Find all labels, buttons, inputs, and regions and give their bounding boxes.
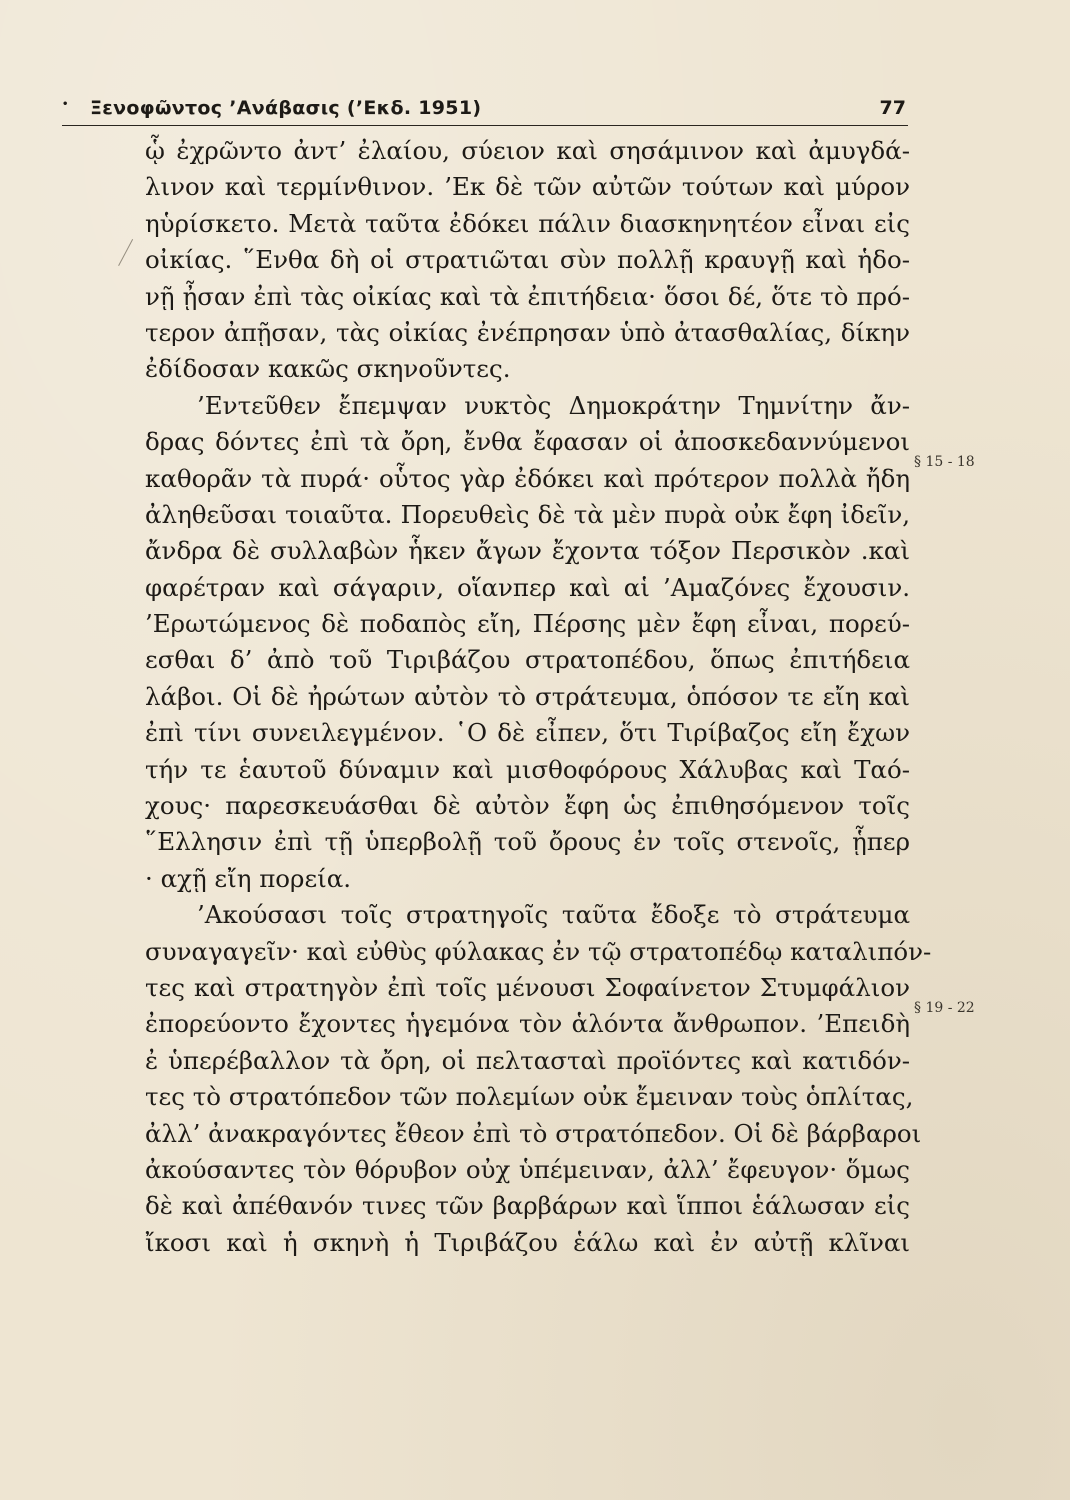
text-line: λάβοι. Οἱ δὲ ἠρώτων αὐτὸν τὸ στράτευμα, ὁπόσον τε εἴη καὶ — [145, 681, 910, 711]
page-number: 77 — [879, 97, 906, 119]
margin-section-note: § 19 - 22 — [914, 1000, 975, 1016]
body-text — [145, 133, 932, 1261]
text-line: καθορᾶν τὰ πυρά· οὗτος γὰρ ἐδόκει καὶ πρότερον πολλὰ ἤδη — [145, 463, 910, 493]
text-line: ἐ ὑπερέβαλλον τὰ ὄρη, οἱ πελτασταὶ προϊόντες καὶ κατιδόν- — [145, 1045, 910, 1075]
text-line: λινον καὶ τερμίνθινον. ’Εκ δὲ τῶν αὐτῶν τούτων καὶ μύρον — [145, 172, 910, 202]
text-line: νῇ ᾖσαν ἐπὶ τὰς οἰκίας καὶ τὰ ἐπιτήδεια· ὅσοι δέ, ὅτε τὸ πρό- — [145, 281, 910, 311]
header-bullet: • — [62, 99, 69, 110]
text-line: ’Ερωτώμενος δὲ ποδαπὸς εἴη, Πέρσης μὲν ἔφη εἶναι, πορεύ- — [145, 609, 910, 639]
text-line: ἀκούσαντες τὸν θόρυβον οὐχ ὑπέμειναν, ἀλλ’ ἔφευγον· ὅμως — [145, 1154, 910, 1184]
text-line: ηὑρίσκετο. Μετὰ ταῦτα ἐδόκει πάλιν διασκηνητέον εἶναι εἰς — [145, 208, 910, 238]
text-line: ᾧ ἐχρῶντο ἀντ’ ἐλαίου, σύειον καὶ σησάμινον καὶ ἀμυγδά- — [145, 136, 910, 165]
text-line: ἐπορεύοντο ἔχοντες ἡγεμόνα τὸν ἁλόντα ἄνθρωπον. ’Επειδὴ — [145, 1009, 910, 1039]
text-line: ἀληθεῦσαι τοιαῦτα. Πορευθεὶς δὲ τὰ μὲν πυρὰ οὐκ ἔφη ἰδεῖν, — [145, 499, 910, 529]
text-line: ἐδίδοσαν κακῶς σκηνοῦντες. — [145, 354, 511, 384]
paragraph-start-line: ’Ακούσασι τοῖς στρατηγοῖς ταῦτα ἔδοξε τὸ στράτευμα — [197, 900, 910, 930]
text-line: ἴκοσι καὶ ἡ σκηνὴ ἡ Τιριβάζου ἑάλω καὶ ἐν αὐτῇ κλῖναι — [145, 1227, 910, 1257]
text-line: εσθαι δ’ ἀπὸ τοῦ Τιριβάζου στρατοπέδου, ὅπως ἐπιτήδεια — [145, 645, 910, 675]
pencil-mark — [118, 239, 135, 267]
page-header — [62, 95, 908, 126]
text-line: ῞Ελλησιν ἐπὶ τῇ ὑπερβολῇ τοῦ ὄρους ἐν τοῖς στενοῖς, ᾗπερ — [145, 827, 910, 857]
text-line: ἐπὶ τίνι συνειλεγμένον. ῾Ο δὲ εἶπεν, ὅτι Τιρίβαζος εἴη ἔχων — [145, 718, 910, 748]
text-line: δρας δόντες ἐπὶ τὰ ὄρη, ἔνθα ἔφασαν οἱ ἀποσκεδαννύμενοι — [145, 427, 910, 457]
text-line: τερον ἀπῇσαν, τὰς οἰκίας ἐνέπρησαν ὑπὸ ἀτασθαλίας, δίκην — [145, 317, 910, 347]
text-line: δὲ καὶ ἀπέθανόν τινες τῶν βαρβάρων καὶ ἵπποι ἑάλωσαν εἰς — [145, 1191, 910, 1221]
text-line: ἀλλ’ ἀνακραγόντες ἔθεον ἐπὶ τὸ στρατόπεδον. Οἱ δὲ βάρβαροι — [145, 1118, 922, 1148]
text-line: · αχῇ εἴη πορεία. — [145, 863, 352, 893]
text-line: ἄνδρα δὲ συλλαβὼν ἧκεν ἄγων ἔχοντα τόξον Περσικὸν .καὶ — [145, 536, 910, 566]
text-line: τήν τε ἑαυτοῦ δύναμιν καὶ μισθοφόρους Χάλυβας καὶ Ταό- — [145, 754, 910, 784]
text-line: τες τὸ στρατόπεδον τῶν πολεμίων οὐκ ἔμειναν τοὺς ὁπλίτας, — [145, 1082, 914, 1112]
text-line: συναγαγεῖν· καὶ εὐθὺς φύλακας ἐν τῷ στρατοπέδῳ καταλιπόν- — [145, 936, 932, 966]
text-line: τες καὶ στρατηγὸν ἐπὶ τοῖς μένουσι Σοφαίνετον Στυμφάλιον — [145, 972, 910, 1002]
running-title: Ξενοφῶντος ’Ανάβασις (’Εκδ. 1951) — [90, 97, 482, 119]
margin-section-note: § 15 - 18 — [914, 454, 975, 470]
text-line: οἰκίας. ῞Ενθα δὴ οἱ στρατιῶται σὺν πολλῇ κραυγῇ καὶ ἡδο- — [145, 245, 910, 275]
text-line: φαρέτραν καὶ σάγαριν, οἵανπερ καὶ αἱ ’Αμαζόνες ἔχουσιν. — [145, 572, 910, 602]
text-line: χους· παρεσκευάσθαι δὲ αὐτὸν ἔφη ὡς ἐπιθησόμενον τοῖς — [145, 791, 910, 821]
paragraph-start-line: ’Εντεῦθεν ἔπεμψαν νυκτὸς Δημοκράτην Τημνίτην ἄν- — [197, 390, 910, 420]
